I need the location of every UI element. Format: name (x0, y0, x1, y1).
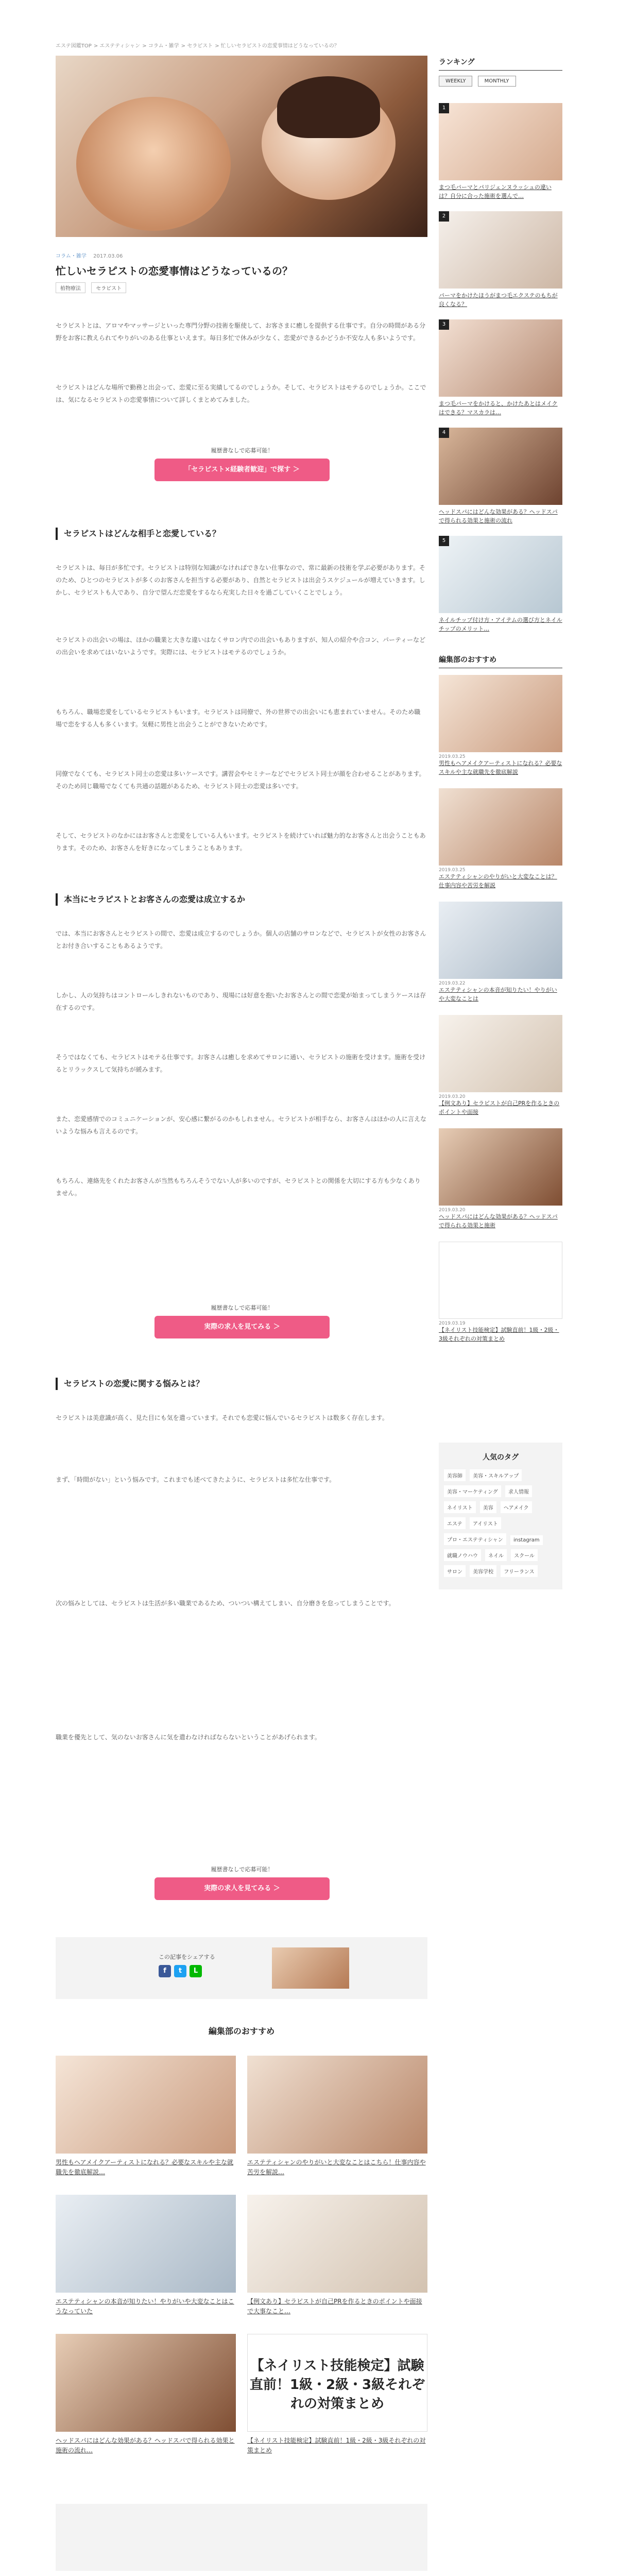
tag-link[interactable]: 美容 (480, 1501, 496, 1513)
editor-caption[interactable]: エステティシャンのやりがいと大変なことは？仕事内容や苦労を解説 (439, 873, 557, 889)
ranking-tabs (439, 76, 562, 87)
article-title: 忙しいセラピストの恋愛事情はどうなっているの？ (56, 265, 293, 277)
tab-monthly[interactable]: MONTHLY (478, 76, 516, 87)
paragraph: もちろん、職場恋愛をしているセラピストもいます。セラピストは同僚で、外の世界での出会いにも恵まれていません。そのため職場で恋をする人も多くいます。気軽に男性と出会うことができないためです。 (56, 708, 421, 728)
tag-link[interactable]: 美容学校 (470, 1565, 496, 1577)
recommend-card[interactable] (56, 2334, 236, 2455)
recommend-image (56, 2056, 236, 2154)
ranking-image (439, 428, 562, 505)
paragraph: では、本当にお客さんとセラピストの間で、恋愛は成立するのでしょうか。個人の店舗のサロンなどで、セラピストが女性のお客さんとお付き合いすることもあるようです。 (56, 930, 426, 950)
ranking-caption[interactable]: まつ毛パーマとパリジェンヌラッシュの違いは？自分に合った施術を選んで… (439, 184, 552, 199)
recommend-caption[interactable]: 【ネイリスト技能検定】試験直前！1級・2級・3級それぞれの対策まとめ (247, 2437, 426, 2454)
article-tag[interactable]: 植物療法 (56, 282, 85, 293)
nail-exam-banner-text: 【ネイリスト技能検定】試験直前！1級・2級・3級それぞれの対策まとめ (249, 2358, 425, 2412)
cta-note: 履歴書なしで応募可能！ (211, 1304, 273, 1311)
ranking-number: 4 (439, 428, 449, 438)
paragraph: そして、セラピストのなかにはお客さんと恋愛をしている人もいます。セラピストを続けていれば魅力的なお客さんと出会うこともあります。そのため、お客さんを好きになってしまうこともあります。 (56, 832, 426, 852)
ranking-number: 1 (439, 103, 449, 113)
ranking-item[interactable] (439, 103, 562, 200)
ranking-image (439, 536, 562, 613)
hero-shape (277, 76, 380, 138)
recommend-image (247, 2195, 427, 2293)
editor-caption[interactable]: 【例文あり】セラピストが自己PRを作るときのポイントや面接 (439, 1100, 560, 1115)
share-box (56, 1937, 427, 1999)
ranking-image (439, 103, 562, 180)
editor-image (439, 675, 562, 752)
editor-date: 2019.03.25 (439, 754, 466, 759)
popular-tags (439, 1443, 562, 1589)
tag-link[interactable]: アイリスト (470, 1517, 501, 1529)
recommend-caption[interactable]: エステティシャンのやりがいと大変なことはこちら！仕事内容や苦労を解説… (247, 2159, 426, 2176)
recommend-caption[interactable]: エステティシャンの本音が知りたい！やりがいや大変なことはこうなっていた (56, 2298, 234, 2315)
ranking-caption[interactable]: ヘッドスパにはどんな効果がある？ヘッドスパで得られる効果と施術の流れ (439, 509, 558, 524)
recommend-caption[interactable]: 【例文あり】セラピストが自己PRを作るときのポイントや面接で大事なこと… (247, 2298, 422, 2315)
cta-button[interactable]: 「セラピスト×経験者歓迎」で探す ＞ (154, 459, 330, 481)
ranking-number: 5 (439, 536, 449, 546)
cta-note: 履歴書なしで応募可能！ (211, 447, 273, 454)
recommend-title: 編集部のおすすめ (208, 2026, 275, 2036)
editor-date: 2019.03.20 (439, 1094, 466, 1099)
article-tag[interactable]: セラピスト (91, 282, 126, 293)
ranking-item[interactable] (439, 536, 562, 633)
editor-caption[interactable]: 【ネイリスト技能検定】試験直前！1級・2級・3級それぞれの対策まとめ (439, 1327, 559, 1342)
paragraph: 職業を優先として、気のないお客さんに気を遣わなければならないということがあげられます。 (56, 1734, 321, 1741)
paragraph: 同僚でなくても、セラピスト同士の恋愛は多いケースです。講習会やセミナーなどでセラピスト同士が顔を合わせることがあります。そのため同じ職場でなくても共通の話題があるため、セラピスト同士の恋愛は多いです。 (56, 770, 425, 790)
tag-link[interactable]: 美容師 (444, 1469, 466, 1481)
breadcrumb-item[interactable]: エステティシャン (99, 43, 141, 49)
hero-shape (76, 97, 231, 231)
recommend-card[interactable] (56, 2056, 236, 2177)
tag-link[interactable]: プロ・エステティシャン (444, 1533, 506, 1545)
cta-button[interactable]: 実際の求人を見てみる ＞ (154, 1316, 330, 1338)
tag-link[interactable]: 求人情報 (505, 1485, 532, 1497)
paragraph: また、恋愛感情でのコミュニケーションが、安心感に繋がるのかもしれません。セラピストが相手なら、お客さんはほかの人に言えないような悩みも言えるのです。 (56, 1115, 427, 1135)
tag-link[interactable]: エステ (444, 1517, 466, 1529)
breadcrumb-current: 忙しいセラピストの恋愛事情はどうなっているの？ (220, 43, 339, 49)
tags-title: 人気のタグ (483, 1453, 519, 1462)
editor-date: 2019.03.20 (439, 1208, 466, 1213)
editor-image (439, 788, 562, 866)
recommend-image (247, 2056, 427, 2154)
article-date: 2017.03.06 (93, 253, 123, 259)
paragraph: セラピストはどんな場所で勤務と出会って、恋愛に至る実績してるのでしょうか。そして、セラピストはモテるのでしょうか。ここでは、気になるセラピストの恋愛事情について詳しくまとめてみました。 (56, 384, 426, 403)
editor-caption[interactable]: ヘッドスパにはどんな効果がある？ヘッドスパで得られる効果と施術 (439, 1213, 558, 1229)
editor-item[interactable] (439, 675, 562, 776)
paragraph: もちろん、連絡先をくれたお客さんが当然もちろんそうでない人が多いのですが、セラピストとの関係を大切にする方も少なくありません。 (56, 1177, 421, 1197)
breadcrumb: エステ図鑑TOP > エステティシャン > コラム・雑学 > セラピスト > 忙しいセラピストの恋愛事情はどうなっているの？ (56, 43, 339, 49)
ranking-item[interactable] (439, 428, 562, 525)
ranking-caption[interactable]: まつ毛パーマをかけると、かけたあとはメイクはできる？マスカラは… (439, 400, 558, 416)
editor-date: 2019.03.19 (439, 1321, 466, 1326)
paragraph: 次の悩みとしては、セラピストは生活が多い職業であるため、ついつい構えてしまい、自分磨きを怠ってしまうことです。 (56, 1600, 395, 1607)
ranking-number: 2 (439, 211, 449, 222)
editor-item[interactable] (439, 1015, 562, 1116)
tag-link[interactable]: サロン (444, 1565, 466, 1577)
recommend-card[interactable] (56, 2195, 236, 2316)
tag-link[interactable]: スクール (511, 1549, 538, 1561)
recommend-caption[interactable]: ヘッドスパにはどんな効果がある？ヘッドスパで得られる効果と施術の流れ… (56, 2437, 235, 2454)
tag-link[interactable]: 美容・マーケティング (444, 1485, 501, 1497)
ranking-number: 3 (439, 319, 449, 330)
ranking-caption[interactable]: パーマをかけたほうがまつ毛エクステのもちが良くなる？ (439, 292, 558, 308)
breadcrumb-item[interactable]: エステ図鑑TOP (56, 43, 92, 49)
editor-image (439, 1128, 562, 1206)
article-meta (56, 251, 123, 259)
share-thumbnail (272, 1947, 349, 1989)
editor-image (439, 1015, 562, 1092)
editor-item[interactable] (439, 902, 562, 1003)
paragraph: セラピストは美意識が高く、見た目にも気を遣っています。それでも恋愛に悩んでいるセラピストは数多く存在します。 (56, 1414, 388, 1421)
hero-image (56, 56, 427, 237)
line-icon[interactable]: L (190, 1965, 202, 1977)
editor-item[interactable] (439, 1128, 562, 1230)
editor-image (439, 902, 562, 979)
recommend-caption[interactable]: 男性もヘアメイクアーティストになれる？必要なスキルや主な就職先を徹底解説… (56, 2159, 234, 2176)
ranking-item[interactable] (439, 319, 562, 417)
recommend-image (56, 2334, 236, 2432)
editor-caption[interactable]: 男性もヘアメイクアーティストになれる？必要なスキルや主な就職先を徹底解説 (439, 760, 562, 775)
recommend-card[interactable] (247, 2334, 427, 2455)
tag-link[interactable]: フリーランス (501, 1565, 537, 1577)
editor-date: 2019.03.22 (439, 981, 466, 986)
ranking-title: ランキング (439, 57, 562, 71)
share-label: この記事をシェアする (159, 1954, 215, 1960)
tag-link[interactable]: instagram (510, 1535, 543, 1545)
editor-caption[interactable]: エステティシャンの本音が知りたい！やりがいや大変なことは (439, 987, 557, 1002)
category-link[interactable]: コラム・雑学 (56, 253, 87, 259)
breadcrumb-item[interactable]: セラピスト (187, 43, 213, 49)
ranking-image (439, 211, 562, 289)
tag-link[interactable]: 美容・スキルアップ (470, 1469, 522, 1481)
editor-title: 編集部のおすすめ (439, 654, 562, 668)
recommend-card[interactable] (247, 2195, 427, 2316)
editor-date: 2019.03.25 (439, 868, 466, 873)
section-heading: セラピストの恋愛に関する悩みとは？ (56, 1378, 426, 1390)
ranking-item[interactable] (439, 211, 562, 309)
tag-link[interactable]: 就職ノウハウ (444, 1549, 481, 1561)
twitter-icon[interactable]: t (174, 1965, 186, 1977)
editor-item[interactable] (439, 1242, 562, 1343)
tag-link[interactable]: ネイル (485, 1549, 507, 1561)
sidebar (439, 57, 562, 1342)
recommend-card[interactable] (247, 2056, 427, 2177)
section-heading: 本当にセラピストとお客さんの恋愛は成立するか (56, 893, 426, 906)
paragraph: そうではなくても、セラピストはモテる仕事です。お客さんは癒しを求めてサロンに通い、セラピストの施術を受けます。施術を受けるとリラックスして気持ちが緩みます。 (56, 1054, 426, 1073)
cta-button[interactable]: 実際の求人を見てみる ＞ (154, 1877, 330, 1900)
paragraph: まず、「時間がない」という悩みです。これまでも述べてきたように、セラピストは多忙な仕事です。 (56, 1476, 336, 1483)
paragraph: セラピストは、毎日が多忙です。セラピストは特別な知識がなければできない仕事なので、常に最新の技術を学ぶ必要があります。そのため、ひとつのセラピストが多くのお客さんを担当する必要があり、自然とセラピストは出会うスケジュールが増えていきます。しかし、セラピストも人であり、自分で望んだ恋愛をするなら充実した日々を過ごしていくことでしょう。 (56, 564, 425, 596)
recommend-image (56, 2195, 236, 2293)
facebook-icon[interactable]: f (159, 1965, 171, 1977)
footer-area (56, 2504, 427, 2571)
paragraph: しかし、人の気持ちはコントロールしきれないものであり、現場には好意を抱いたお客さんとの間で恋愛が始まってしまうケースは存在するのです。 (56, 992, 426, 1011)
editor-image (439, 1242, 562, 1319)
tag-link[interactable]: ヘアメイク (501, 1501, 532, 1513)
article-tags (56, 282, 130, 293)
section-heading: セラピストはどんな相手と恋愛している？ (56, 528, 426, 540)
tag-link[interactable]: ネイリスト (444, 1501, 476, 1513)
ranking-caption[interactable]: ネイルチップ付け方・アイテムの選び方とネイルチップのメリット… (439, 617, 562, 632)
cta-note: 履歴書なしで応募可能！ (211, 1866, 273, 1873)
ranking-image (439, 319, 562, 397)
recommend-image (247, 2334, 427, 2432)
paragraph: セラピストとは、アロマやマッサージといった専門分野の技術を駆使して、お客さまに癒しを提供する仕事です。自分の時間がある分野をお客に教えられてやりがいのある仕事といえます。毎日多忙で休みが少なく、恋愛ができるかどうか不安な人も多いようです。 (56, 322, 426, 342)
breadcrumb-item[interactable]: コラム・雑学 (148, 43, 179, 49)
paragraph: セラピストの出会いの場は、ほかの職業と大きな違いはなくサロン内での出会いもありますが、知人の紹介や合コン、パーティーなどの出会いを求めてはいないようです。実際には、セラピストはモテるのでしょうか。 (56, 636, 426, 656)
editor-item[interactable] (439, 788, 562, 890)
tab-weekly[interactable]: WEEKLY (439, 76, 472, 87)
